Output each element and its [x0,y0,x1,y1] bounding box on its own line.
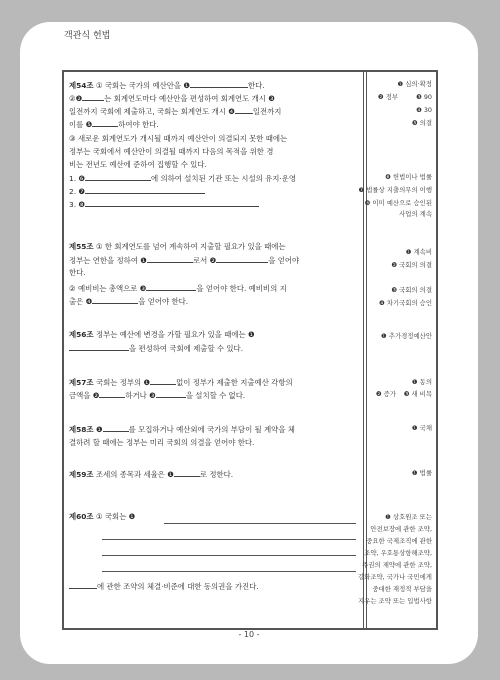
hint-text: ❻ 헌법이나 법률 [385,173,432,181]
hint-text: 사업의 계속 [399,210,432,218]
art55-line1 [69,242,286,252]
hint-text: ❸ 90 [416,93,432,101]
hint-text: ❶ 추가경정예산안 [381,332,432,340]
art54-line2 [69,93,275,104]
art55-text: 을 얻어야 한다. 예비비의 지 [196,284,287,293]
art58-text: ❶ [95,425,103,434]
hint-text: ❹ 30 [416,106,432,114]
art54-line1 [69,80,265,91]
art54-text: 2. ❼ [69,187,86,196]
art55-text: 로서 ❷ [192,256,217,265]
art54-text: 1. ❻ [69,174,86,183]
hint-text: 중대한 재정적 부담을 [372,585,432,593]
hint-text: ❸ 새 비목 [403,390,432,398]
hint-text: 주권의 제약에 관한 조약, [362,561,432,569]
art54-text: 한다. [247,81,265,90]
art56-line2 [69,343,243,354]
hint-text: ❷ 증가 [375,390,396,398]
art58-number: 제58조 [69,425,94,434]
blank[interactable] [150,377,176,385]
content-frame [62,70,438,630]
hint-text: ❽ 이미 예산으로 승인된 [364,199,432,207]
hint-text: 중요한 국제조직에 관한 [366,537,432,545]
art54-line6: 정부는 국회에서 예산안이 의결될 때까지 다음의 목적을 위한 경 [69,147,274,156]
art57-number: 제57조 [69,378,94,387]
hint-text: ❶ 법률 [411,469,432,477]
hint-text: 조약, 우호통상항해조약, [364,549,432,557]
art55-line4 [69,283,287,294]
art54-line4 [69,119,159,130]
art58-line2: 결하려 할 때에는 정부는 미리 국회의 의결을 얻어야 한다. [69,438,255,447]
blank[interactable] [156,390,186,398]
blank[interactable] [85,186,205,194]
answer-line[interactable] [164,523,356,524]
art55-text: ② 예비비는 총액으로 ❸ [69,284,147,293]
document-page [20,22,478,664]
art57-text: 을 설치할 수 없다. [185,391,246,400]
art55-number: 제55조 [69,242,94,251]
art60-line5 [69,581,259,592]
art57-text: 하거나 ❸ [125,391,156,400]
art54-line10 [69,199,259,210]
art54-text: 3. ❽ [69,200,86,209]
blank[interactable] [235,106,253,114]
art55-text: ① 한 회계연도를 넘어 계속하여 지출할 필요가 있을 때에는 [95,242,286,251]
art57-text: 없이 정부가 제출한 지출예산 각항의 [176,378,293,387]
blank[interactable] [82,93,104,101]
art54-text: 는 회계연도마다 예산안을 편성하여 회계연도 개시 ❸ [104,94,275,103]
hint-text: ❶ 상호원조 또는 [385,513,432,521]
hint-text: ❸ 국회의 의결 [391,286,432,294]
art55-text: 을 얻어야 [268,256,300,265]
answer-line[interactable] [102,555,356,556]
art56-text: 을 편성하여 국회에 제출할 수 있다. [129,344,244,353]
art55-line2 [69,255,299,266]
art56-text: 정부는 예산에 변경을 가할 필요가 있을 때에는 ❶ [95,330,255,339]
art54-line3 [69,106,281,117]
art55-line5 [69,296,188,307]
hint-text: 지우는 조약 또는 입법사항 [357,597,432,605]
art54-text: ① 국회는 국가의 예산안을 ❶ [95,81,190,90]
art60-number: 제60조 [69,512,94,521]
art54-line8 [69,173,296,184]
art60-line1 [69,512,135,522]
art54-text: 일전까지 [252,107,282,116]
art56-line1 [69,330,255,340]
blank[interactable] [92,119,118,127]
art56-number: 제56조 [69,330,94,339]
art57-line2 [69,390,245,401]
hint-text: ❼ 법률상 지출의무의 이행 [358,186,432,194]
art60-text: 에 관한 조약의 체결·비준에 대한 동의권을 가진다. [97,582,259,591]
blank[interactable] [190,80,248,88]
answer-line[interactable] [102,539,356,540]
blank[interactable] [69,343,129,351]
hint-text: ❶ 국채 [411,424,432,432]
hint-text: 강화조약, 국가나 국민에게 [357,573,432,581]
hint-text: ❶ 동의 [411,378,432,386]
hint-text: ❺ 의결 [411,119,432,127]
art58-text: 를 모집하거나 예산외에 국가의 부담이 될 계약을 체 [128,425,295,434]
blank[interactable] [69,581,97,589]
art58-line1 [69,424,295,435]
art54-line7: 비는 전년도 예산에 준하여 집행할 수 있다. [69,160,207,169]
art54-text: 이를 ❺ [69,120,93,129]
art60-text: ① 국회는 ❶ [95,512,136,521]
answer-line[interactable] [102,571,356,572]
hint-text: ❷ 정부 [377,93,398,101]
art54-line9 [69,186,205,197]
art57-text: 국회는 정부의 ❶ [95,378,151,387]
art54-text: 에 의하여 설치된 기관 또는 시설의 유지·운영 [151,174,296,183]
hint-text: ❶ 계속비 [405,248,432,256]
art55-text: 정부는 연한을 정하여 ❶ [69,256,147,265]
blank[interactable] [146,283,196,291]
art59-text: 로 정한다. [199,470,234,479]
hint-text: ❷ 국회의 의결 [391,261,432,269]
art57-line1 [69,377,293,388]
blank[interactable] [92,296,138,304]
art59-number: 제59조 [69,470,94,479]
art54-text: ②❷ [69,94,83,103]
art55-text: 을 얻어야 한다. [138,297,189,306]
art54-number: 제54조 [69,81,94,90]
art54-line5: ③ 새로운 회계연도가 개시될 때까지 예산안이 의결되지 못한 때에는 [69,134,288,143]
blank[interactable] [99,390,125,398]
art59-text: 조세의 종목과 세율은 ❶ [95,470,174,479]
blank[interactable] [174,469,200,477]
page-header-title: 객관식 헌법 [64,31,111,41]
art55-line3: 한다. [69,268,86,277]
art55-text: 출은 ❹ [69,297,93,306]
art54-text: 일전까지 국회에 제출하고, 국회는 회계연도 개시 ❹ [69,107,235,116]
art57-text: 금액을 ❷ [69,391,100,400]
page-number: - 10 - [238,630,260,639]
column-divider [363,72,364,628]
blank[interactable] [216,255,268,263]
hint-text: ❹ 차기국회의 승인 [378,299,432,307]
blank[interactable] [85,173,151,181]
art59-line1 [69,469,233,480]
hint-text: 안전보장에 관한 조약, [370,525,432,533]
blank[interactable] [147,255,193,263]
blank[interactable] [103,424,129,432]
hint-text: ❶ 심의·확정 [397,80,432,88]
blank[interactable] [85,199,259,207]
art54-text: 하여야 한다. [118,120,159,129]
